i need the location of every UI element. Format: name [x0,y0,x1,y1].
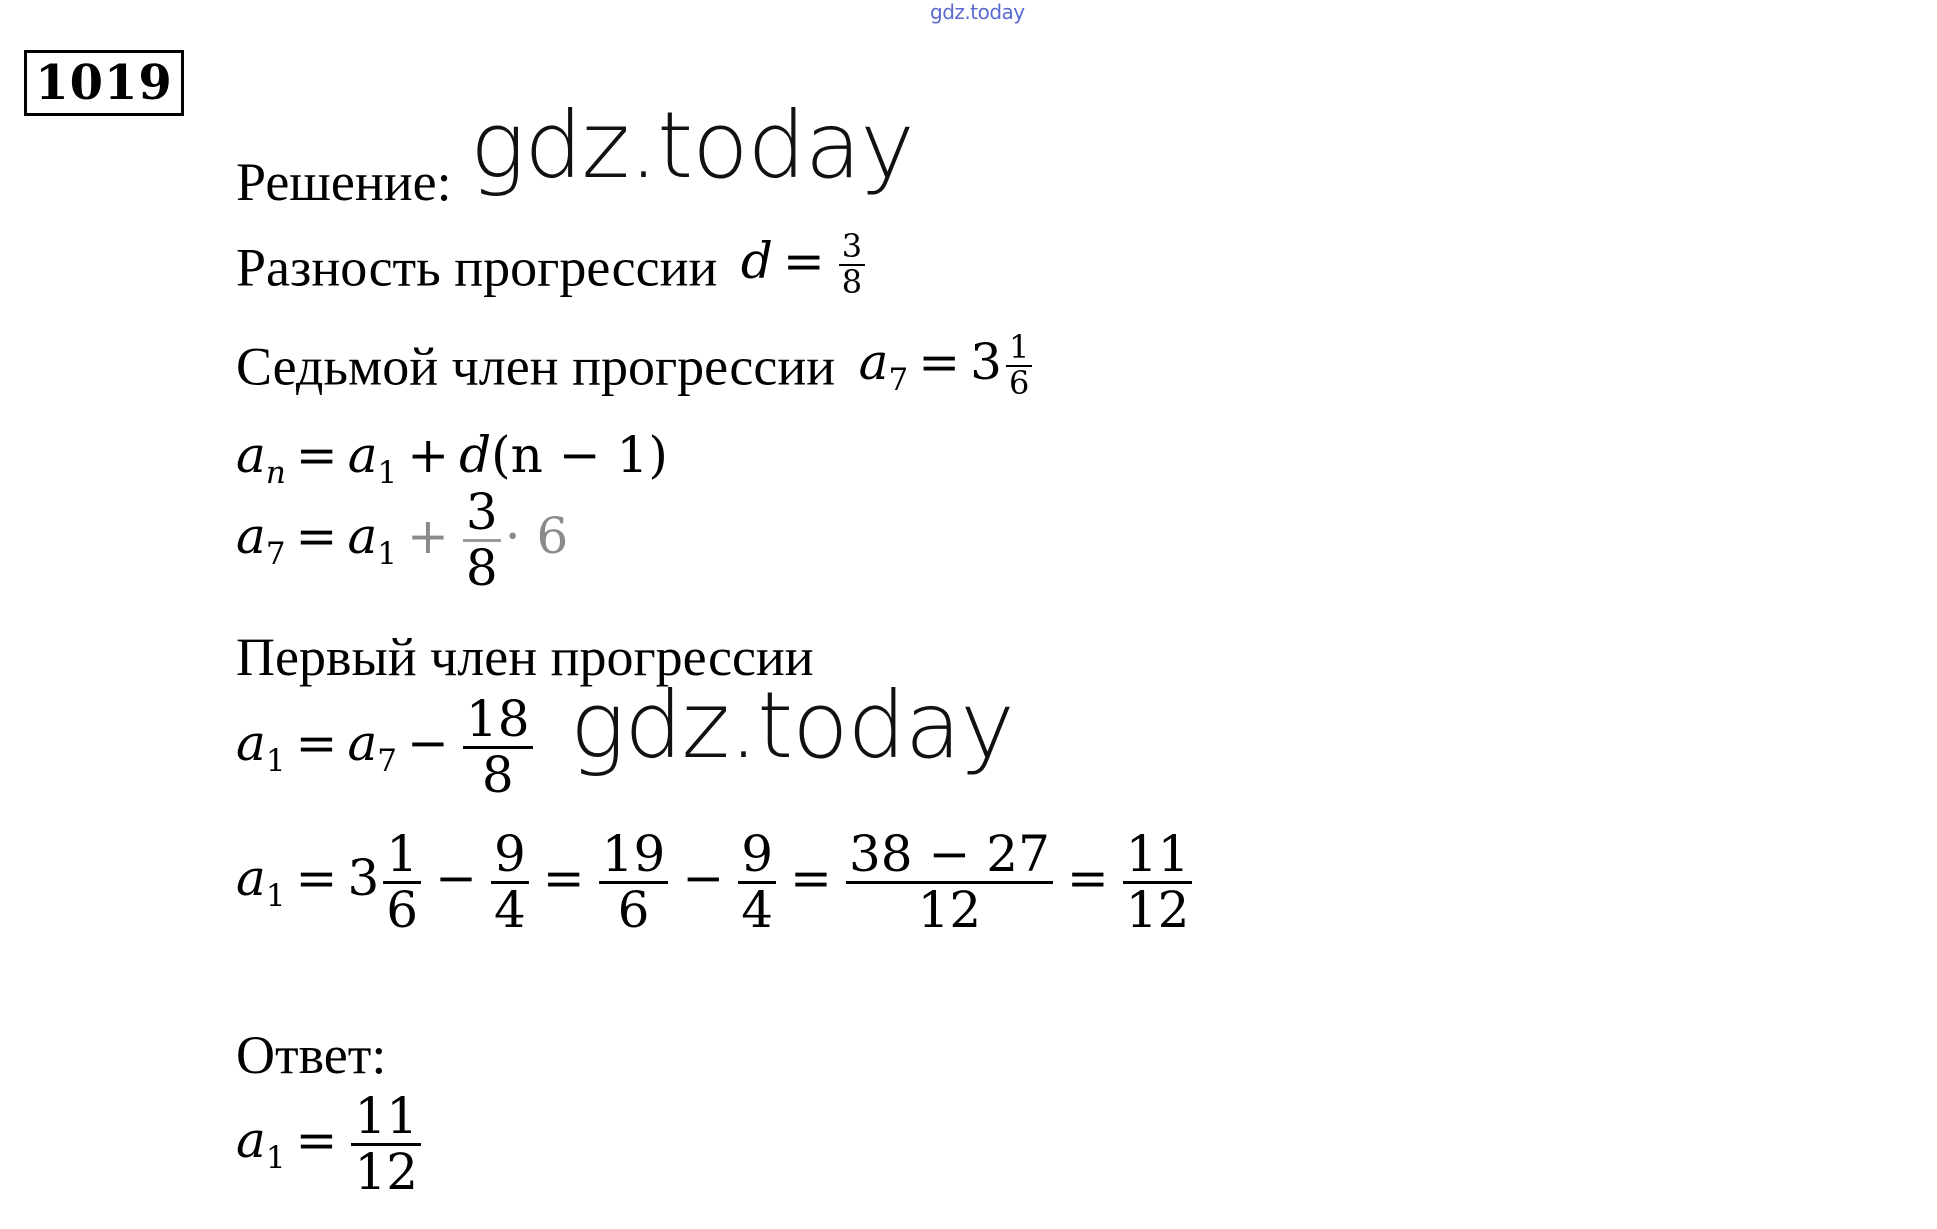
frac-3: $\frac{19}{6}$ [599,828,669,936]
d-variable: d [740,231,773,290]
answer-equation: $a_1$ = $\frac{11}{12}$ [236,1090,425,1198]
a7-eq-fraction: $\frac{3}{8}$ [463,486,501,594]
first-term-label: Первый член прогрессии [236,627,814,687]
top-watermark: gdz.today [930,0,1025,24]
frac-1: $\frac{1}{6}$ [383,828,421,936]
computation-line: $a_1 = 3$ $\frac{1}{6}$ − $\frac{9}{4}$ = $\frac{19}{6}$ − $\frac{9}{4}$ = $\frac{38 - 27}{12}$ = $\frac{11}{12}$ [236,828,1196,936]
a7-equation: $a_7 = a_1$ + $\frac{3}{8}$ · 6 [236,483,569,597]
watermark-large-1: gdz.today [470,92,914,199]
frac-4: $\frac{9}{4}$ [738,828,776,936]
watermark-large-2: gdz.today [570,672,1014,779]
seventh-term-line: Седьмой член прогрессии $a_7 = 3$ $\frac{1}{6}$ [236,337,1036,406]
answer-label: Ответ: [236,1025,387,1085]
difference-label: Разность прогрессии [236,237,718,298]
frac-5: $\frac{38 - 27}{12}$ [846,828,1053,936]
difference-line: Разность прогрессии d = $\frac{3}{8}$ [236,238,869,307]
seventh-label: Седьмой член прогрессии [236,336,836,397]
problem-number: 1019 [35,55,173,111]
solution-label: Решение: [236,152,452,212]
answer-fraction: $\frac{11}{12}$ [351,1090,421,1198]
frac-2: $\frac{9}{4}$ [491,828,529,936]
a7-fraction: $\frac{1}{6}$ [1006,331,1032,400]
d-fraction: $\frac{3}{8}$ [839,230,865,299]
a1-from-a7-equation: $a_1 = a_7$ − $\frac{18}{8}$ [236,693,537,801]
problem-number-box [24,50,184,116]
eighteen-eighths-fraction: $\frac{18}{8}$ [463,693,533,801]
general-formula: $a_n = a_1 + d(n - 1)$ [236,426,668,491]
answer-heading-line [236,1025,387,1085]
solution-heading-line [236,152,452,212]
frac-6: $\frac{11}{12}$ [1123,828,1193,936]
